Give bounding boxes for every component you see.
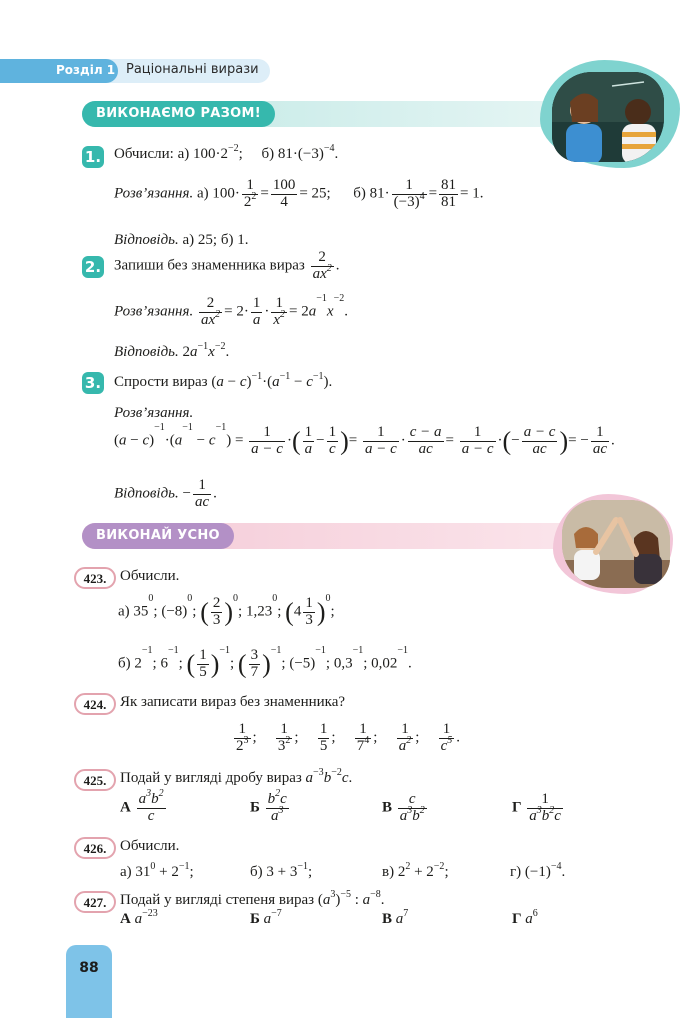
example-3-answer: Відповідь. − $\frac{1}{ac}$ . bbox=[114, 477, 217, 510]
example-3-solution-label: Розв’язання. bbox=[114, 405, 194, 421]
fraction: $\frac{1}{(-3)^4}$ bbox=[393, 177, 425, 210]
students-at-blackboard-photo bbox=[552, 72, 664, 162]
fraction: $\frac{1}{7^4}$ bbox=[356, 721, 370, 754]
fraction: $\frac{c - a}{ac}$ bbox=[409, 424, 442, 457]
exercise-425-task: Подай у вигляді дробу вираз $a^{-3}b^{-2}c$. bbox=[120, 767, 353, 786]
fraction: $\frac{2}{ax^2}$ bbox=[312, 249, 332, 282]
example-1-answer-text: а) 25; б) 1. bbox=[182, 232, 249, 248]
exercise-426-item-a: а) $31^0 + 2^{-1}$; bbox=[120, 861, 194, 880]
example-3-task: Спрости вираз $(a - c)^{-1}\cdot(a^{-1} - c^{-1})$. bbox=[114, 371, 333, 390]
example-2-solution-label: Розв’язання. bbox=[114, 303, 194, 320]
together-banner: ВИКОНАЄМО РАЗОМ! bbox=[82, 101, 275, 127]
example-2-task: Запиши без знаменника вираз $\frac{2}{ax^2}$ . bbox=[114, 249, 340, 282]
fraction: $\frac{a^3b^2}{c}$ bbox=[138, 788, 164, 824]
exercise-427-option-b: Б $a^{-7}$ bbox=[250, 908, 282, 927]
chapter-label: Розділ 1 bbox=[56, 63, 116, 77]
example-3-answer-label: Відповідь. bbox=[114, 485, 179, 502]
fraction: $\frac{1}{ac}$ bbox=[592, 424, 607, 457]
example-1-solution-b-prefix: б) 81· bbox=[353, 185, 390, 202]
exercise-424-text: Як записати вираз без знаменника? bbox=[120, 694, 346, 710]
item-letter: а) bbox=[120, 864, 132, 880]
exercise-424-fractions: $\frac{1}{2^3}$ ; $\frac{1}{3^2}$ ; $\frac{1}{5}$ ; $\frac{1}{7^4}$ ; $\frac{1}{a^2}$ ; $\frac{1}{c^5}$ . bbox=[236, 721, 461, 754]
chapter-title: Раціональні вирази bbox=[126, 62, 259, 77]
example-2-task-text: Запиши без знаменника вираз bbox=[114, 257, 305, 274]
option-letter: Г bbox=[512, 799, 522, 816]
fraction: $\frac{a - c}{ac}$ bbox=[523, 424, 556, 457]
fraction: $\frac{1}{5}$ bbox=[319, 721, 328, 754]
item-letter: в) bbox=[382, 864, 395, 880]
option-letter: Б bbox=[250, 799, 260, 816]
example-1-task-a-exp: −2 bbox=[227, 143, 239, 154]
fraction: $\frac{1}{ac}$ bbox=[194, 477, 210, 510]
example-1-solution-a-prefix: а) 100· bbox=[196, 185, 240, 202]
example-1-solution: Розв’язання. а) 100· $\frac{1}{2^2}$ = $\frac{100}{4}$ = 25; б) 81· $\frac{1}{(-3)^4}$ = $\frac{81}{81}$ = 1. bbox=[114, 177, 484, 210]
example-3-solution: $(a - c)^{-1}\cdot(a^{-1} - c^{-1})$ = $\frac{1}{a - c}$ ·( $\frac{1}{a}$ − $\frac{1}{c}$ )= $\frac{1}{a - c}$ · $\frac{c - a}{ac}$ = $\frac{1}{a - c}$ ·(− $\frac{a - c}{ac}$ )= − $\frac{1}{ac}$ . bbox=[114, 422, 615, 457]
exercise-427-option-d: Г $a^6$ bbox=[512, 908, 538, 927]
exercise-425-text: Подай у вигляді дробу вираз bbox=[120, 770, 302, 786]
item-letter: б) bbox=[250, 864, 263, 880]
exercise-426-item-b: б) $3 + 3^{-1}$; bbox=[250, 861, 313, 880]
example-1-solution-a-result: = 25; bbox=[299, 185, 331, 202]
example-1-task-a: а) 100·2 bbox=[177, 146, 228, 162]
example-2-answer-label: Відповідь. bbox=[114, 344, 179, 360]
example-1-answer bbox=[114, 232, 248, 249]
item-letter: г) bbox=[510, 864, 522, 880]
exercise-427-option-a: А $a^{-23}$ bbox=[120, 908, 158, 927]
exercise-425-option-c bbox=[382, 792, 429, 825]
page-number: 88 bbox=[79, 960, 99, 976]
example-1-solution-label: Розв’язання. bbox=[114, 185, 194, 202]
fraction: $\frac{1}{a}$ bbox=[252, 295, 261, 328]
exercise-423-text: Обчисли. bbox=[120, 568, 180, 584]
option-letter: Г bbox=[512, 911, 522, 927]
example-1-task-prefix: Обчисли: bbox=[114, 146, 174, 162]
fraction: $\frac{1}{x^2}$ bbox=[273, 295, 286, 328]
fraction: $\frac{2}{3}$ bbox=[212, 595, 221, 628]
exercise-426-item-c: в) $2^2 + 2^{-2}$; bbox=[382, 861, 449, 880]
exercise-427-text: Подай у вигляді степеня вираз bbox=[120, 892, 315, 908]
example-3-task-text: Спрости вираз bbox=[114, 374, 208, 390]
fraction: $\frac{1}{2^3}$ bbox=[236, 721, 249, 754]
fraction: $\frac{2}{ax^2}$ bbox=[200, 295, 221, 328]
fraction: $\frac{1}{3^2}$ bbox=[277, 721, 291, 754]
exercise-number-424: 424. bbox=[74, 693, 116, 715]
fraction: $\frac{1}{a^3b^2c}$ bbox=[529, 791, 561, 824]
fraction: $\frac{1}{a - c}$ bbox=[461, 424, 494, 457]
example-1-task-b-exp: −4 bbox=[323, 143, 335, 154]
fraction: $\frac{100}{4}$ bbox=[272, 177, 296, 210]
example-number-3: 3. bbox=[82, 372, 104, 394]
fraction: $\frac{1}{3}$ bbox=[305, 595, 313, 628]
option-letter: А bbox=[120, 911, 131, 927]
page-number-tab bbox=[66, 945, 112, 1018]
exercise-number-425: 425. bbox=[74, 769, 116, 791]
fraction: $\frac{1}{a}$ bbox=[304, 424, 313, 457]
exercise-number-427: 427. bbox=[74, 891, 116, 913]
exercise-426-text: Обчисли. bbox=[120, 838, 180, 854]
exercise-427-option-c: В $a^7$ bbox=[382, 908, 409, 927]
option-letter: В bbox=[382, 799, 393, 816]
exercise-number-426: 426. bbox=[74, 837, 116, 859]
example-2-solution: Розв’язання. $\frac{2}{ax^2}$ = 2· $\frac{1}{a}$ · $\frac{1}{x^2}$ = $2a^{-1}x^{-2}$. bbox=[114, 293, 348, 328]
fraction: $\frac{c}{a^3b^2}$ bbox=[399, 791, 425, 824]
example-number-2: 2. bbox=[82, 256, 104, 278]
option-letter: А bbox=[120, 799, 131, 816]
exercise-425-option-d bbox=[512, 792, 565, 825]
exercise-423-row-b: б) $2^{-1}$; $6^{-1}$; ( $\frac{1}{5}$ )$^{-1}$; ( $\frac{3}{7}$ )$^{-1}$; $(-5)^{-1}$; $0,3^{-1}$; $0,02^{-1}$. bbox=[118, 645, 412, 680]
example-1-answer-label: Відповідь. bbox=[114, 232, 179, 248]
exercise-number-423: 423. bbox=[74, 567, 116, 589]
fraction: $\frac{1}{2^2}$ bbox=[243, 177, 257, 210]
fraction: $\frac{1}{c^5}$ bbox=[440, 721, 453, 754]
fraction: $\frac{1}{c}$ bbox=[328, 424, 337, 457]
example-number-1: 1. bbox=[82, 146, 104, 168]
fraction: $\frac{3}{7}$ bbox=[250, 647, 259, 680]
option-letter: Б bbox=[250, 911, 260, 927]
fraction: $\frac{1}{5}$ bbox=[199, 647, 207, 680]
fraction: $\frac{1}{a - c}$ bbox=[364, 424, 397, 457]
fraction: $\frac{1}{a^2}$ bbox=[398, 721, 412, 754]
students-high-five-photo bbox=[562, 500, 670, 588]
exercise-425-option-b bbox=[250, 788, 291, 825]
example-1-task: Обчисли: а) $100\cdot 2^{-2}$; б) $81\cdot(-3)^{-4}$. bbox=[114, 143, 339, 162]
exercise-426-item-d: г) $(-1)^{-4}$. bbox=[510, 861, 566, 880]
fraction: $\frac{81}{81}$ bbox=[441, 177, 457, 210]
fraction: $\frac{1}{a - c}$ bbox=[251, 424, 283, 457]
fraction: $\frac{b^2c}{a^3}$ bbox=[267, 788, 287, 824]
exercise-427-task: Подай у вигляді степеня вираз $(a^3)^{-5}$ : $a^{-8}$. bbox=[120, 889, 385, 908]
example-1-task-b: б) 81·(−3) bbox=[261, 146, 324, 162]
oral-banner: ВИКОНАЙ УСНО bbox=[82, 523, 234, 549]
example-1-solution-b-result: = 1. bbox=[460, 185, 484, 202]
example-2-answer: Відповідь. $2a^{-1}x^{-2}$. bbox=[114, 341, 230, 360]
option-letter: В bbox=[382, 911, 393, 927]
exercise-423-row-a: а) $35^0$; $(-8)^0$; ( $\frac{2}{3}$ )$^0$; 1,23$^0$; (4 $\frac{1}{3}$ )$^0$; bbox=[118, 593, 335, 628]
exercise-425-option-a bbox=[120, 788, 168, 825]
